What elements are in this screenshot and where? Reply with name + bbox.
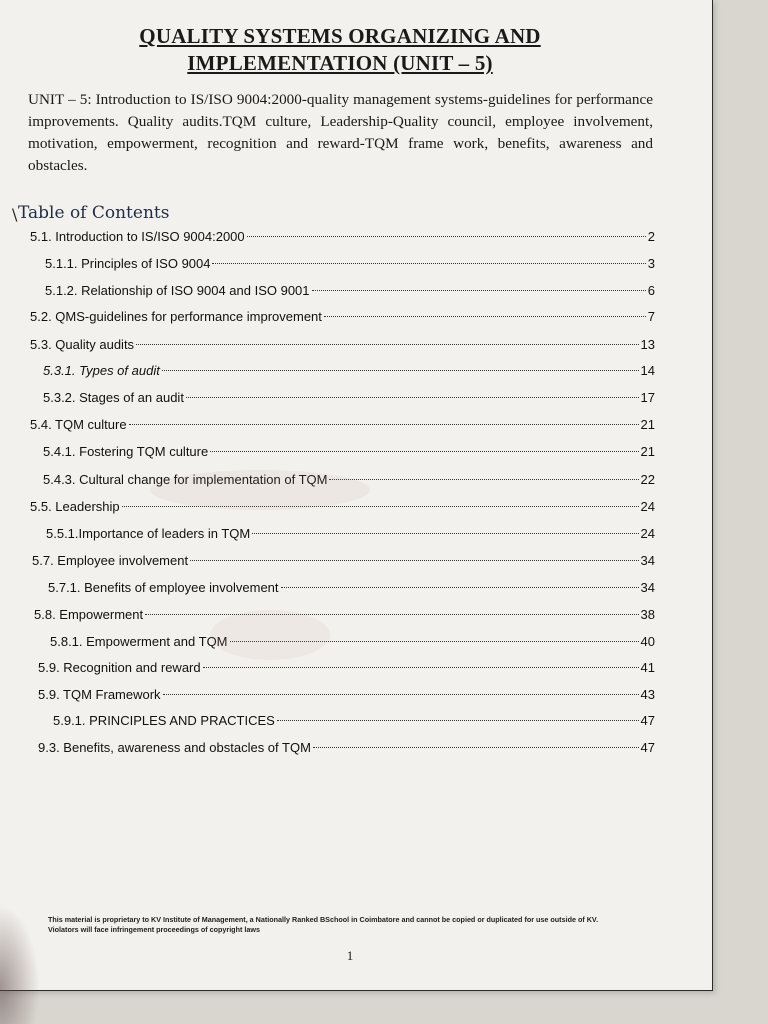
toc-entry-page-number: 21: [640, 417, 655, 432]
toc-heading-text: Table of Contents: [18, 203, 170, 223]
toc-entry-page-number: 40: [640, 634, 655, 649]
toc-entry[interactable]: [45, 283, 655, 301]
toc-entry-label: 5.5.1.Importance of leaders in TQM: [46, 526, 251, 541]
toc-dot-leader: [247, 236, 646, 237]
toc-entry-page-number: 34: [640, 553, 655, 568]
toc-dot-leader: [122, 506, 639, 507]
toc-entry-label: 5.1. Introduction to IS/ISO 9004:2000: [30, 229, 245, 244]
toc-entry-page-number: 17: [640, 390, 655, 405]
toc-dot-leader: [312, 290, 646, 291]
copyright-notice-line-1: This material is proprietary to KV Institute of Management, a Nationally Ranked BSchool in Coimbatore and cannot be copied or duplicated for use outside of KV.: [48, 915, 599, 924]
toc-dot-leader: [129, 424, 639, 425]
toc-entry[interactable]: [34, 607, 655, 625]
toc-entry-label: 5.1.2. Relationship of ISO 9004 and ISO 9001: [45, 283, 310, 298]
toc-entry[interactable]: [30, 229, 655, 247]
toc-entry-label: 5.9. Recognition and reward: [38, 660, 201, 675]
toc-dot-leader: [163, 694, 639, 695]
toc-entry[interactable]: [43, 390, 655, 408]
toc-dot-leader: [281, 587, 639, 588]
toc-entry[interactable]: [30, 309, 655, 327]
toc-entry[interactable]: [50, 634, 655, 652]
toc-entry[interactable]: [46, 526, 655, 544]
toc-entry-label: 5.3.1. Types of audit: [43, 363, 160, 378]
toc-entry-label: 5.3.2. Stages of an audit: [43, 390, 184, 405]
toc-dot-leader: [277, 720, 639, 721]
toc-entry-page-number: 2: [647, 229, 655, 244]
toc-entry-label: 9.3. Benefits, awareness and obstacles of TQM: [38, 740, 311, 755]
toc-entry[interactable]: [53, 713, 655, 731]
toc-entry-label: 5.2. QMS-guidelines for performance improvement: [30, 309, 322, 324]
handwritten-tick-mark: \: [12, 205, 18, 224]
toc-entry-label: 5.1.1. Principles of ISO 9004: [45, 256, 211, 271]
toc-heading: [12, 203, 170, 224]
scan-shadow: [0, 905, 40, 1024]
toc-entry-label: 5.8. Empowerment: [34, 607, 144, 622]
toc-entry-page-number: 38: [640, 607, 655, 622]
toc-entry[interactable]: [48, 580, 655, 598]
toc-dot-leader: [190, 560, 638, 561]
toc-entry[interactable]: [38, 740, 655, 758]
toc-dot-leader: [252, 533, 638, 534]
toc-dot-leader: [230, 641, 639, 642]
toc-entry[interactable]: [38, 687, 655, 705]
toc-entry[interactable]: [30, 337, 655, 355]
toc-entry-label: 5.7. Employee involvement: [32, 553, 189, 568]
toc-entry-label: 5.8.1. Empowerment and TQM: [50, 634, 228, 649]
toc-entry-label: 5.4. TQM culture: [30, 417, 127, 432]
copyright-notice: [48, 915, 658, 935]
toc-entry-page-number: 43: [640, 687, 655, 702]
toc-dot-leader: [210, 451, 638, 452]
page-title-line-1: QUALITY SYSTEMS ORGANIZING AND: [139, 24, 541, 48]
toc-dot-leader: [329, 479, 638, 480]
toc-entry[interactable]: [43, 444, 655, 462]
toc-entry[interactable]: [45, 256, 655, 274]
toc-entry-label: 5.3. Quality audits: [30, 337, 135, 352]
toc-entry[interactable]: [43, 472, 655, 490]
toc-entry[interactable]: [43, 363, 655, 381]
toc-entry-page-number: 14: [640, 363, 655, 378]
toc-entry[interactable]: [30, 417, 655, 435]
toc-entry-label: 5.9. TQM Framework: [38, 687, 161, 702]
toc-dot-leader: [212, 263, 645, 264]
toc-entry-page-number: 47: [640, 713, 655, 728]
toc-entry-page-number: 24: [640, 499, 655, 514]
toc-entry-page-number: 6: [647, 283, 655, 298]
toc-dot-leader: [313, 747, 639, 748]
toc-dot-leader: [145, 614, 638, 615]
toc-entry-page-number: 24: [640, 526, 655, 541]
toc-entry[interactable]: [30, 499, 655, 517]
toc-entry-page-number: 13: [640, 337, 655, 352]
page-number: 1: [346, 948, 354, 963]
toc-dot-leader: [203, 667, 639, 668]
toc-dot-leader: [136, 344, 638, 345]
toc-entry-page-number: 34: [640, 580, 655, 595]
toc-entry-page-number: 3: [647, 256, 655, 271]
toc-entry-page-number: 22: [640, 472, 655, 487]
toc-entry-page-number: 41: [640, 660, 655, 675]
toc-entry-page-number: 47: [640, 740, 655, 755]
toc-dot-leader: [162, 370, 639, 371]
toc-entry-label: 5.7.1. Benefits of employee involvement: [48, 580, 279, 595]
toc-dot-leader: [186, 397, 639, 398]
unit-intro-paragraph: UNIT – 5: Introduction to IS/ISO 9004:2000-quality management systems-guidelines for performance improvements. Quality audits.TQM culture, Leadership-Quality council, employee involvement, motivation, empowerment, recognition and reward-TQM frame work, benefits, awareness and obstacles.: [28, 91, 653, 174]
toc-entry-page-number: 21: [640, 444, 655, 459]
toc-entry[interactable]: [38, 660, 655, 678]
page-title-line-2: IMPLEMENTATION (UNIT – 5): [187, 51, 493, 75]
toc-entry-label: 5.5. Leadership: [30, 499, 120, 514]
copyright-notice-line-2: Violators will face infringement proceedings of copyright laws: [48, 925, 260, 934]
toc-entry-label: 5.9.1. PRINCIPLES AND PRACTICES: [53, 713, 275, 728]
toc-entry-label: 5.4.3. Cultural change for implementation of TQM: [43, 472, 328, 487]
toc-entry-page-number: 7: [647, 309, 655, 324]
toc-entry-label: 5.4.1. Fostering TQM culture: [43, 444, 209, 459]
toc-entry[interactable]: [32, 553, 655, 571]
toc-dot-leader: [324, 316, 646, 317]
